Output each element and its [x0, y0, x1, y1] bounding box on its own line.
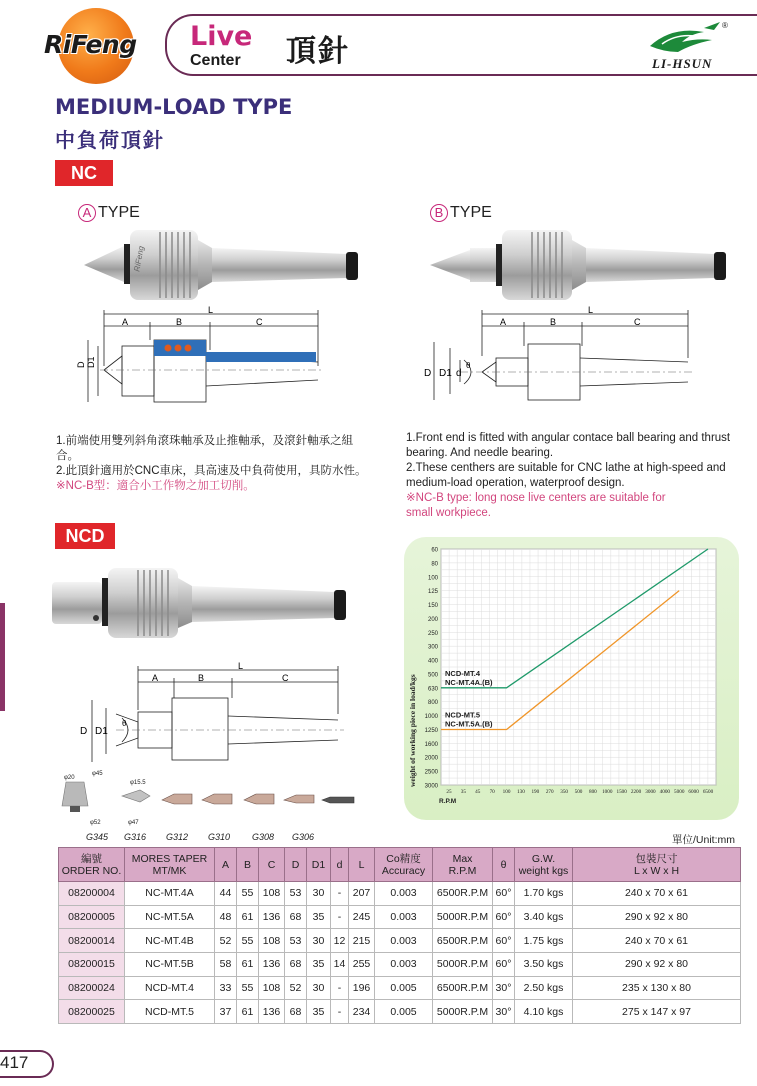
acc-dim-phi45: φ45: [92, 771, 103, 777]
table-cell: 240 x 70 x 61: [573, 882, 741, 906]
chart-x-tick-label: 4000: [659, 789, 671, 795]
table-cell: NC-MT.5A: [125, 905, 215, 929]
table-cell: 68: [285, 905, 307, 929]
chart-y-tick-label: 200: [427, 616, 438, 623]
chart-x-tick-label: 45: [475, 789, 481, 795]
table-cell: 3.50 kgs: [515, 953, 573, 977]
table-cell: 08200025: [59, 1000, 125, 1024]
table-row: [59, 1000, 741, 1024]
ncd-technical-drawing: [76, 662, 346, 770]
note-en-line: 1.Front end is fitted with angular contace ball bearing and thrust: [406, 432, 731, 444]
chart-x-tick-label: 25: [446, 789, 452, 795]
table-header-cell: [515, 848, 573, 882]
dim-c-label-b: C: [634, 317, 641, 327]
li-hsun-brand-text: LI-HSUN: [652, 56, 713, 71]
note-en-line: bearing. And needle bearing.: [406, 447, 554, 459]
table-cell: 08200005: [59, 905, 125, 929]
chart-series-label: NCD-MT.4: [445, 668, 480, 678]
dim-d-small-label-b: d: [456, 368, 462, 379]
chart-x-tick-label: 190: [531, 789, 540, 795]
dim-a-label: A: [122, 317, 129, 327]
table-cell: 290 x 92 x 80: [573, 953, 741, 977]
table-cell: 1.70 kgs: [515, 882, 573, 906]
table-cell: 5000R.P.M: [433, 905, 493, 929]
table-header-text: B: [243, 858, 251, 871]
chart-y-tick-label: 250: [427, 630, 438, 637]
dim-theta-label-b: θ: [466, 361, 471, 370]
table-cell: 33: [215, 976, 237, 1000]
table-cell: 60°: [493, 882, 515, 906]
dim-d1-label-b: D1: [439, 368, 452, 379]
chart-x-tick-label: 350: [560, 789, 569, 795]
table-cell: 68: [285, 1000, 307, 1024]
table-cell: 136: [259, 905, 285, 929]
chart-y-axis-title: weight of working piece in load/kgs: [408, 674, 417, 787]
table-cell: 290 x 92 x 80: [573, 905, 741, 929]
table-header-text: MORES TAPER: [131, 852, 208, 865]
table-cell: 215: [349, 929, 375, 953]
table-cell: 30°: [493, 1000, 515, 1024]
chart-x-tick-label: 100: [502, 789, 511, 795]
header-title-live: Live: [190, 21, 253, 52]
table-header-text: G.W.: [531, 852, 556, 865]
chart-y-tick-label: 80: [431, 561, 438, 568]
table-cell: 14: [331, 953, 349, 977]
dim-l-label-ncd: L: [238, 661, 244, 671]
dim-theta-label-ncd: θ: [122, 719, 127, 728]
chart-series-label: NC-MT.4A.(B): [445, 677, 493, 687]
li-hsun-logo-icon: [642, 18, 732, 58]
table-cell: 0.005: [375, 1000, 433, 1024]
table-header-cell: [259, 848, 285, 882]
acc-dim-phi20: φ20: [64, 775, 75, 781]
table-row: [59, 976, 741, 1000]
table-cell: 108: [259, 976, 285, 1000]
rifeng-logo-text: RiFeng: [44, 30, 137, 59]
table-header-text: L: [358, 858, 365, 871]
table-cell: 6500R.P.M: [433, 929, 493, 953]
table-cell: 255: [349, 953, 375, 977]
chart-y-tick-label: 2500: [424, 769, 438, 776]
table-row: [59, 905, 741, 929]
dim-c-label-ncd: C: [282, 673, 289, 683]
table-cell: 61: [237, 1000, 259, 1024]
left-edge-bar: [0, 603, 5, 711]
table-cell: 08200014: [59, 929, 125, 953]
chart-x-tick-label: 3000: [645, 789, 656, 795]
spec-table: [58, 847, 741, 1024]
acc-code-g345: G345: [86, 832, 109, 842]
type-a-circle: A: [78, 204, 96, 222]
table-header-cell: [375, 848, 433, 882]
chart-y-tick-label: 1600: [424, 741, 438, 748]
table-header-cell: [307, 848, 331, 882]
note-cn-line: 合。: [56, 450, 79, 462]
page-number: 417: [0, 1053, 29, 1072]
table-row: [59, 953, 741, 977]
dim-c-label: C: [256, 317, 263, 327]
table-header-text: C: [267, 858, 276, 871]
table-cell: 37: [215, 1000, 237, 1024]
type-a-text: TYPE: [98, 204, 140, 221]
table-header-cell: [215, 848, 237, 882]
table-cell: 60°: [493, 953, 515, 977]
chart-x-tick-label: 1000: [602, 789, 613, 795]
acc-code-g316: G316: [124, 832, 147, 842]
chart-series-label: NCD-MT.5: [445, 710, 480, 720]
nc-a-product-image: [84, 222, 364, 306]
table-header-text: ORDER NO.: [61, 864, 122, 877]
table-cell: 30: [307, 929, 331, 953]
table-cell: 08200004: [59, 882, 125, 906]
table-row: [59, 929, 741, 953]
table-cell: 53: [285, 929, 307, 953]
table-cell: 48: [215, 905, 237, 929]
table-cell: 0.003: [375, 882, 433, 906]
chart-y-tick-label: 500: [427, 672, 438, 679]
dim-b-label-ncd: B: [198, 673, 205, 683]
table-cell: -: [331, 905, 349, 929]
acc-dim-phi47: φ47: [128, 820, 139, 826]
acc-code-g306: G306: [292, 832, 315, 842]
table-header-text: weight kgs: [518, 864, 569, 877]
header-title-cn: 頂針: [286, 35, 350, 68]
table-cell: -: [331, 1000, 349, 1024]
table-header-text: Max: [452, 852, 473, 865]
load-chart: [404, 537, 739, 820]
table-header-cell: [331, 848, 349, 882]
chart-x-tick-label: 6500: [702, 789, 714, 795]
acc-dim-phi15-5: φ15.5: [130, 780, 146, 786]
table-row: [59, 882, 741, 906]
section-title-en: MEDIUM-LOAD TYPE: [55, 95, 293, 119]
nc-a-technical-drawing: [76, 305, 330, 412]
table-cell: 58: [215, 953, 237, 977]
table-cell: 60°: [493, 905, 515, 929]
table-header-row: [59, 848, 741, 882]
table-header-text: D1: [311, 858, 326, 871]
table-header-cell: [125, 848, 215, 882]
table-header-text: θ: [500, 858, 507, 871]
table-header-text: A: [221, 858, 229, 871]
chart-x-tick-label: 270: [545, 789, 554, 795]
table-cell: 5000R.P.M: [433, 1000, 493, 1024]
note-cn-pink: ※NC-B型：適合小工作物之加工切削。: [56, 480, 255, 492]
table-cell: NCD-MT.5: [125, 1000, 215, 1024]
chart-x-tick-label: 500: [574, 789, 583, 795]
chart-y-tick-label: 400: [427, 658, 438, 665]
type-b-label: [430, 204, 492, 222]
type-b-text: TYPE: [450, 204, 492, 221]
nc-notes-en: [406, 431, 752, 521]
table-cell: NC-MT.5B: [125, 953, 215, 977]
table-cell: 136: [259, 953, 285, 977]
note-cn-line: 1.前端使用雙列斜角滾珠軸承及止推軸承，及滾針軸承之組: [56, 435, 354, 447]
dim-d1-label: D1: [86, 356, 96, 368]
table-cell: 08200024: [59, 976, 125, 1000]
table-header-cell: [493, 848, 515, 882]
chart-series-label: NC-MT.5A.(B): [445, 719, 493, 729]
table-cell: 1.75 kgs: [515, 929, 573, 953]
table-cell: 275 x 147 x 97: [573, 1000, 741, 1024]
note-cn-line: 2.此頂針適用於CNC車床，具高速及中負荷使用，具防水性。: [56, 465, 367, 477]
chart-y-tick-label: 150: [427, 603, 438, 610]
type-b-circle: B: [430, 204, 448, 222]
table-header-text: MT/MK: [152, 864, 187, 877]
table-cell: 30: [307, 882, 331, 906]
table-cell: 0.003: [375, 905, 433, 929]
table-cell: -: [331, 882, 349, 906]
table-cell: 35: [307, 953, 331, 977]
chart-x-tick-label: 35: [460, 789, 466, 795]
acc-code-g312: G312: [166, 832, 189, 842]
table-body: [59, 882, 741, 1024]
table-cell: 4.10 kgs: [515, 1000, 573, 1024]
type-a-label: [78, 204, 140, 222]
table-cell: 207: [349, 882, 375, 906]
chart-x-tick-label: 6000: [688, 789, 699, 795]
dim-d-label-b: D: [424, 368, 432, 379]
ncd-accessories-image: [58, 770, 358, 842]
chart-x-tick-label: 800: [588, 789, 597, 795]
table-cell: 234: [349, 1000, 375, 1024]
table-header-text: d: [336, 858, 343, 871]
chart-y-tick-label: 60: [431, 547, 438, 554]
header-title-center: Center: [190, 52, 241, 69]
note-en-pink: ※NC-B type: long nose live centers are suitable for: [406, 492, 666, 504]
nc-badge: NC: [55, 160, 113, 186]
table-header-text: 編號: [81, 852, 102, 865]
table-cell: 108: [259, 882, 285, 906]
table-cell: 08200015: [59, 953, 125, 977]
dim-a-label-b: A: [500, 317, 507, 327]
table-header-cell: [285, 848, 307, 882]
table-cell: 6500R.P.M: [433, 882, 493, 906]
section-title-cn: 中負荷頂針: [55, 130, 165, 152]
chart-y-tick-label: 630: [427, 686, 438, 693]
table-cell: 235 x 130 x 80: [573, 976, 741, 1000]
nc-b-technical-drawing: [420, 306, 700, 412]
table-cell: 60°: [493, 929, 515, 953]
table-cell: 52: [285, 976, 307, 1000]
chart-y-tick-label: 3000: [424, 783, 438, 790]
chart-x-tick-label: 70: [489, 789, 495, 795]
dim-d1-label-ncd: D1: [95, 726, 108, 737]
table-cell: 30°: [493, 976, 515, 1000]
table-cell: 61: [237, 953, 259, 977]
table-header-cell: [573, 848, 741, 882]
dim-a-label-ncd: A: [152, 673, 159, 683]
dim-b-label-b: B: [550, 317, 557, 327]
table-cell: 0.005: [375, 976, 433, 1000]
chart-y-tick-label: 125: [427, 589, 438, 596]
table-header-text: D: [291, 858, 300, 871]
ncd-product-image: [52, 564, 352, 640]
table-cell: 0.003: [375, 953, 433, 977]
table-header-text: Accuracy: [381, 864, 426, 877]
table-header-cell: [433, 848, 493, 882]
dim-d-label: D: [76, 361, 86, 368]
table-cell: 35: [307, 905, 331, 929]
table-cell: NC-MT.4A: [125, 882, 215, 906]
table-cell: 136: [259, 1000, 285, 1024]
table-cell: 12: [331, 929, 349, 953]
ncd-badge: NCD: [55, 523, 115, 549]
svg-text:RiFeng: RiFeng: [132, 245, 146, 273]
chart-x-tick-label: 2200: [630, 789, 642, 795]
table-cell: NC-MT.4B: [125, 929, 215, 953]
table-cell: 0.003: [375, 929, 433, 953]
chart-x-tick-label: 5000: [674, 789, 685, 795]
unit-label: 單位/Unit:mm: [672, 834, 735, 846]
table-header-text: 包裝尺寸: [635, 852, 678, 865]
table-cell: 61: [237, 905, 259, 929]
nc-notes-cn: [56, 434, 396, 494]
table-cell: NCD-MT.4: [125, 976, 215, 1000]
acc-code-g308: G308: [252, 832, 275, 842]
table-header-cell: [349, 848, 375, 882]
table-cell: 55: [237, 976, 259, 1000]
dim-l-label: L: [208, 305, 214, 315]
table-cell: 2.50 kgs: [515, 976, 573, 1000]
chart-y-tick-label: 1000: [424, 714, 438, 721]
table-cell: 108: [259, 929, 285, 953]
note-en-line: 2.These centhers are suitable for CNC lathe at high-speed and: [406, 462, 726, 474]
chart-y-tick-label: 1250: [424, 727, 438, 734]
chart-x-tick-label: 130: [517, 789, 525, 795]
dim-d-label-ncd: D: [80, 726, 88, 737]
table-header-text: Co精度: [386, 852, 421, 865]
chart-x-tick-label: 1500: [616, 789, 627, 795]
chart-y-tick-label: 800: [427, 700, 438, 707]
chart-x-axis-title: R.P.M: [439, 798, 457, 805]
table-header-cell: [59, 848, 125, 882]
table-cell: 6500R.P.M: [433, 976, 493, 1000]
table-cell: 55: [237, 929, 259, 953]
table-cell: 3.40 kgs: [515, 905, 573, 929]
table-cell: 55: [237, 882, 259, 906]
table-cell: 53: [285, 882, 307, 906]
note-en-line: medium-load operation, waterproof design.: [406, 477, 625, 489]
chart-y-tick-label: 100: [427, 575, 438, 582]
table-cell: 5000R.P.M: [433, 953, 493, 977]
table-cell: 35: [307, 1000, 331, 1024]
table-cell: 68: [285, 953, 307, 977]
acc-dim-phi52: φ52: [90, 820, 101, 826]
acc-code-g310: G310: [208, 832, 231, 842]
table-cell: 52: [215, 929, 237, 953]
registered-mark: ®: [722, 21, 728, 30]
table-cell: 240 x 70 x 61: [573, 929, 741, 953]
dim-b-label: B: [176, 317, 183, 327]
table-header-text: L x W x H: [633, 864, 680, 877]
table-header-cell: [237, 848, 259, 882]
table-cell: -: [331, 976, 349, 1000]
table-cell: 30: [307, 976, 331, 1000]
nc-b-product-image: [430, 222, 730, 306]
table-cell: 44: [215, 882, 237, 906]
table-cell: 196: [349, 976, 375, 1000]
table-header-text: R.P.M: [448, 864, 477, 877]
chart-y-tick-label: 300: [427, 644, 438, 651]
table-cell: 245: [349, 905, 375, 929]
dim-l-label-b: L: [588, 305, 594, 315]
note-en-pink: small workpiece.: [406, 507, 491, 519]
chart-y-tick-label: 2000: [424, 755, 438, 762]
